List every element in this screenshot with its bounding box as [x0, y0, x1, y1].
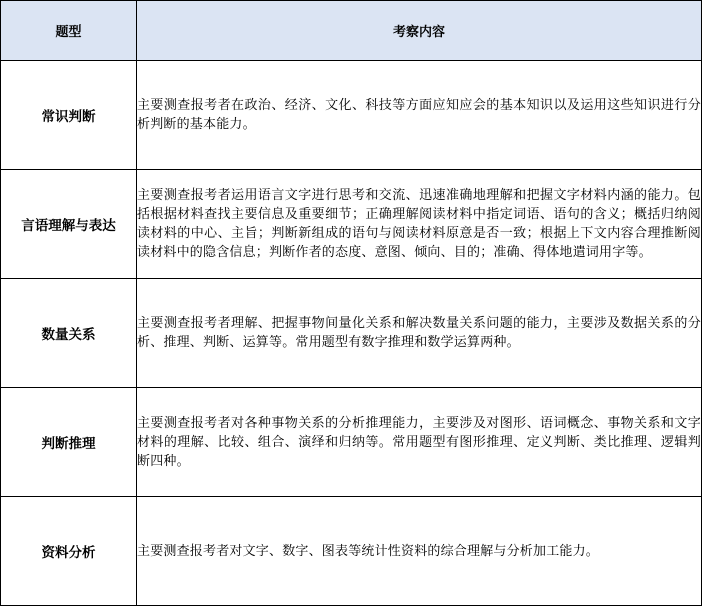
table-row: [1, 170, 702, 279]
row-content-text: 主要测查报考者对文字、数字、图表等统计性资料的综合理解与分析加工能力。: [137, 497, 702, 606]
header-type: 题型: [1, 1, 137, 61]
header-row: [1, 1, 702, 61]
table-row: [1, 497, 702, 606]
row-type-label: 判断推理: [1, 388, 137, 497]
header-content: 考察内容: [137, 1, 702, 61]
row-type-label: 资料分析: [1, 497, 137, 606]
table-row: [1, 388, 702, 497]
row-content-text: 主要测查报考者运用语言文字进行思考和交流、迅速准确地理解和把握文字材料内涵的能力。包括根据材料查找主要信息及重要细节；正确理解阅读材料中指定词语、语句的含义；概括归纳阅读材料的中心、主旨；判断新组成的语句与阅读材料原意是否一致；根据上下文内容合理推断阅读材料中的隐含信息；判断作者的态度、意图、倾向、目的；准确、得体地遣词用字等。: [137, 170, 702, 279]
table-row: [1, 61, 702, 170]
table-body: [1, 61, 702, 606]
table-row: [1, 279, 702, 388]
row-type-label: 常识判断: [1, 61, 137, 170]
row-type-label: 数量关系: [1, 279, 137, 388]
table-header: [1, 1, 702, 61]
row-content-text: 主要测查报考者理解、把握事物间量化关系和解决数量关系问题的能力，主要涉及数据关系的分析、推理、判断、运算等。常用题型有数字推理和数学运算两种。: [137, 279, 702, 388]
row-type-label: 言语理解与表达: [1, 170, 137, 279]
row-content-text: 主要测查报考者在政治、经济、文化、科技等方面应知应会的基本知识以及运用这些知识进行分析判断的基本能力。: [137, 61, 702, 170]
row-content-text: 主要测查报考者对各种事物关系的分析推理能力，主要涉及对图形、语词概念、事物关系和文字材料的理解、比较、组合、演绎和归纳等。常用题型有图形推理、定义判断、类比推理、逻辑判断四种。: [137, 388, 702, 497]
